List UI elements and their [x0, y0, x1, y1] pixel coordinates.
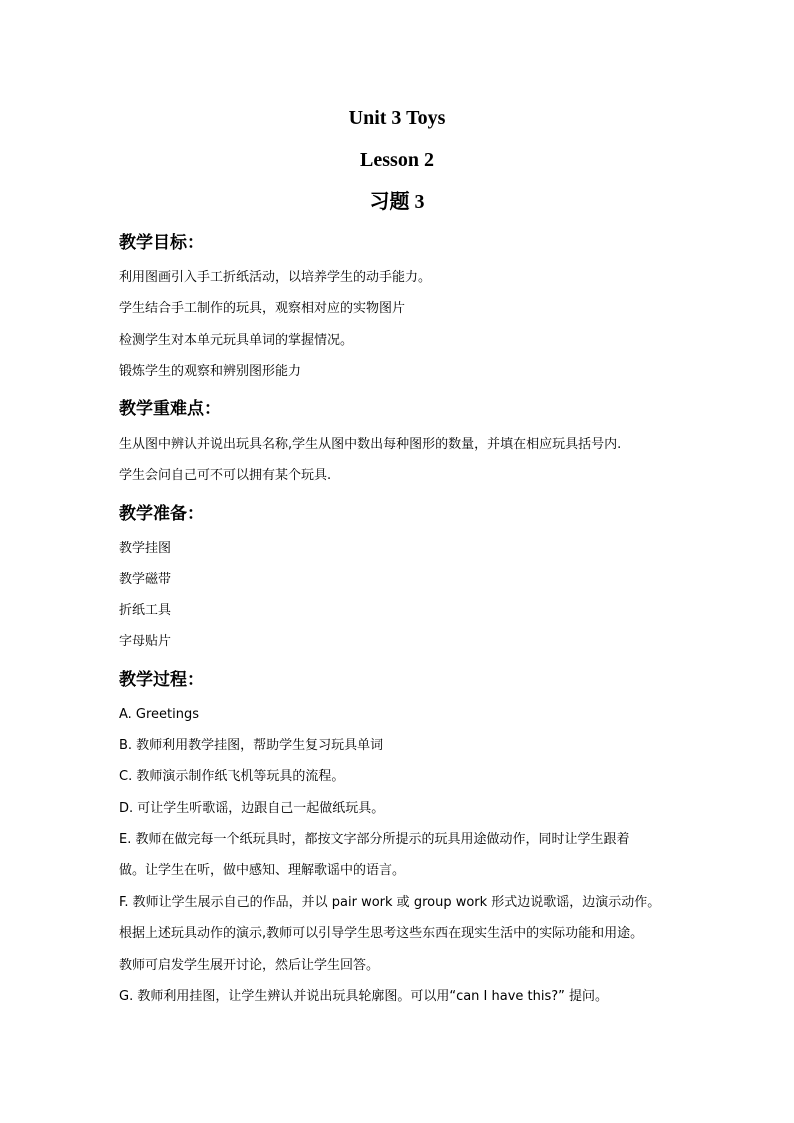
- process-line: E. 教师在做完每一个纸玩具时，都按文字部分所提示的玩具用途做动作，同时让学生跟着: [119, 832, 630, 847]
- key-points-heading: 教学重难点：: [119, 399, 221, 419]
- objective-item: 利用图画引入手工折纸活动，以培养学生的动手能力。: [119, 270, 432, 285]
- objective-item: 检测学生对本单元玩具单词的掌握情况。: [119, 333, 354, 348]
- preparation-heading: 教学准备：: [119, 504, 204, 524]
- process-line: F. 教师让学生展示自己的作品，并以 pair work 或 group work 形式边说歌谣，边演示动作。: [119, 895, 661, 910]
- objective-item: 锻炼学生的观察和辨别图形能力: [119, 364, 302, 379]
- objective-item: 学生结合手工制作的玩具，观察相对应的实物图片: [119, 301, 406, 316]
- process-line: B. 教师利用教学挂图，帮助学生复习玩具单词: [119, 738, 384, 753]
- process-line: 做。让学生在听，做中感知、理解歌谣中的语言。: [119, 863, 406, 878]
- objectives-heading: 教学目标：: [119, 233, 204, 253]
- unit-title: Unit 3 Toys: [348, 107, 446, 129]
- preparation-item: 折纸工具: [119, 603, 172, 618]
- process-line: G. 教师利用挂图，让学生辨认并说出玩具轮廓图。可以用“can I have this?” 提问。: [119, 989, 609, 1004]
- key-point-item: 学生会问自己可不可以拥有某个玩具.: [119, 468, 332, 483]
- process-line: 根据上述玩具动作的演示,教师可以引导学生思考这些东西在现实生活中的实际功能和用途。: [119, 926, 644, 941]
- preparation-item: 教学挂图: [119, 541, 172, 556]
- key-point-item: 生从图中辨认并说出玩具名称,学生从图中数出每种图形的数量，并填在相应玩具括号内.: [119, 437, 622, 452]
- process-line: A. Greetings: [119, 707, 200, 722]
- preparation-item: 字母贴片: [119, 634, 172, 649]
- process-line: 教师可启发学生展开讨论，然后让学生回答。: [119, 958, 380, 973]
- lesson-title: Lesson 2: [360, 149, 434, 171]
- preparation-item: 教学磁带: [119, 572, 172, 587]
- process-line: C. 教师演示制作纸飞机等玩具的流程。: [119, 769, 345, 784]
- process-line: D. 可让学生听歌谣，边跟自己一起做纸玩具。: [119, 801, 385, 816]
- exercise-title: 习题 3: [369, 191, 425, 213]
- process-heading: 教学过程：: [119, 670, 204, 690]
